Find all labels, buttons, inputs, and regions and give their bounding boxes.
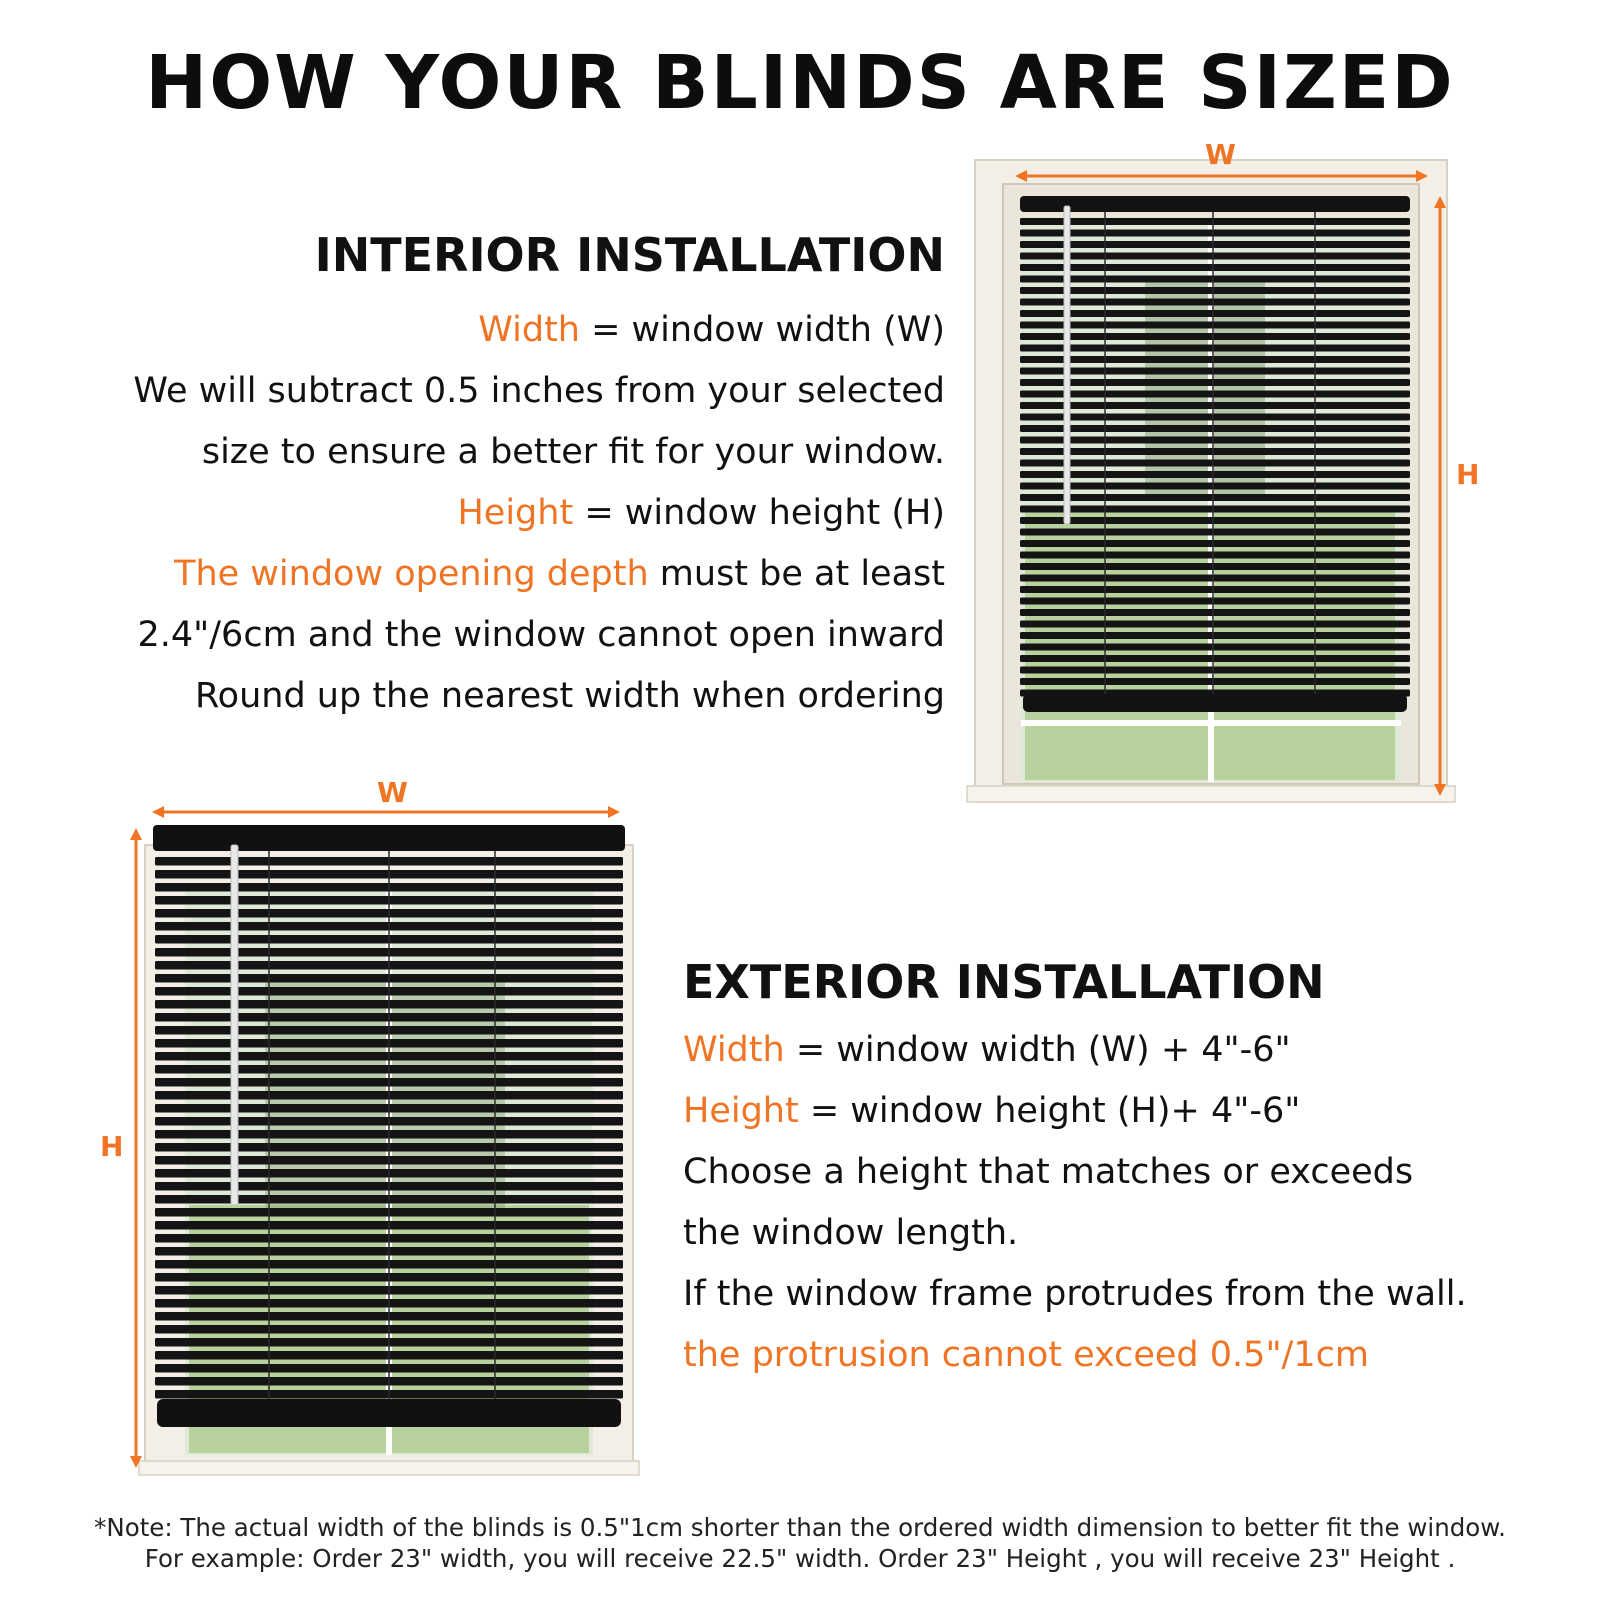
blind-slat — [1020, 460, 1410, 467]
blind-slat — [1020, 575, 1410, 582]
interior-height-label: H — [1456, 458, 1480, 491]
page-title: HOW YOUR BLINDS ARE SIZED — [145, 40, 1455, 126]
exterior-height-arrow — [126, 828, 146, 1468]
interior-height-term: Height — [457, 493, 574, 533]
blind-slat — [1020, 494, 1410, 501]
blind-slat — [1020, 425, 1410, 432]
exterior-height-term: Height — [683, 1091, 799, 1131]
interior-window-illustration — [975, 160, 1470, 810]
interior-instructions — [133, 300, 945, 727]
blind-slat — [1020, 609, 1410, 616]
interior-installation-title: INTERIOR INSTALLATION — [314, 228, 945, 282]
footnote-line-2: For example: Order 23" width, you will receive 22.5" width. Order 23" Height , you will receive 23" Height . — [144, 1544, 1456, 1573]
exterior-protrude-line: If the window frame protrudes from the wall. — [683, 1274, 1467, 1314]
blind-slat — [1020, 299, 1410, 306]
exterior-installation-title: EXTERIOR INSTALLATION — [683, 955, 1325, 1009]
interior-tilt-wand — [1064, 206, 1070, 524]
blind-slat — [1020, 287, 1410, 294]
blind-slat — [1020, 471, 1410, 478]
exterior-width-term: Width — [683, 1030, 785, 1070]
blind-slat — [1020, 517, 1410, 524]
exterior-tilt-wand — [231, 845, 238, 1205]
interior-width-line — [133, 300, 945, 361]
interior-depth-term: The window opening depth — [174, 554, 649, 594]
interior-height-formula: = window height (H) — [573, 493, 945, 533]
blind-slat — [1020, 368, 1410, 375]
exterior-height-label: H — [100, 1130, 124, 1163]
blind-slat — [1020, 448, 1410, 455]
blind-slat — [1020, 414, 1410, 421]
blind-slat — [1020, 667, 1410, 674]
interior-width-formula: = window width (W) — [579, 310, 945, 350]
blind-slat — [1020, 310, 1410, 317]
exterior-width-formula: = window width (W) + 4"-6" — [784, 1030, 1291, 1070]
blind-slat — [1020, 230, 1410, 237]
blind-slat — [1020, 218, 1410, 225]
exterior-window-illustration — [145, 825, 635, 1480]
exterior-choose-line: Choose a height that matches or exceeds — [683, 1152, 1414, 1192]
blind-slat — [1020, 586, 1410, 593]
interior-depth-line — [133, 544, 945, 605]
blind-slat — [1020, 483, 1410, 490]
blind-slat — [1020, 678, 1410, 685]
interior-width-term: Width — [478, 310, 580, 350]
blind-slat — [1020, 655, 1410, 662]
interior-fit-line: size to ensure a better fit for your window. — [201, 432, 945, 472]
footnote — [0, 1512, 1600, 1574]
exterior-width-line — [683, 1020, 1467, 1081]
blind-slat — [1020, 632, 1410, 639]
blind-slat — [1020, 621, 1410, 628]
blind-slat — [1020, 379, 1410, 386]
exterior-instructions — [683, 1020, 1467, 1386]
blind-slat — [1020, 598, 1410, 605]
blind-slat — [1020, 241, 1410, 248]
blind-slat — [1020, 356, 1410, 363]
blind-slat — [1020, 563, 1410, 570]
exterior-width-label: W — [377, 776, 408, 809]
blind-slat — [1020, 391, 1410, 398]
blind-slat — [1020, 402, 1410, 409]
blind-slat — [1020, 437, 1410, 444]
exterior-height-formula: = window height (H)+ 4"-6" — [798, 1091, 1301, 1131]
interior-width-label: W — [1205, 138, 1236, 171]
interior-depth-value-line: 2.4"/6cm and the window cannot open inward — [137, 615, 945, 655]
footnote-line-1: *Note: The actual width of the blinds is 0.5"1cm shorter than the ordered width dimension to better fit the window. — [94, 1513, 1506, 1542]
interior-height-arrow — [1430, 196, 1450, 796]
blind-slat — [1020, 644, 1410, 651]
blind-slat — [1020, 276, 1410, 283]
blind-slat — [1020, 506, 1410, 513]
blind-slat — [1020, 264, 1410, 271]
interior-roundup-line: Round up the nearest width when ordering — [194, 676, 945, 716]
exterior-protrusion-limit-line: the protrusion cannot exceed 0.5"/1cm — [683, 1335, 1369, 1375]
interior-height-line — [133, 483, 945, 544]
exterior-length-line: the window length. — [683, 1213, 1019, 1253]
blind-slat — [1020, 322, 1410, 329]
blind-slat — [1020, 253, 1410, 260]
blind-slat — [1020, 345, 1410, 352]
blind-slat — [1020, 540, 1410, 547]
blind-slat — [1020, 552, 1410, 559]
blind-slat — [1020, 529, 1410, 536]
interior-subtract-line: We will subtract 0.5 inches from your selected — [133, 371, 945, 411]
interior-depth-rest: must be at least — [648, 554, 945, 594]
exterior-height-line — [683, 1081, 1467, 1142]
blind-slat — [1020, 333, 1410, 340]
